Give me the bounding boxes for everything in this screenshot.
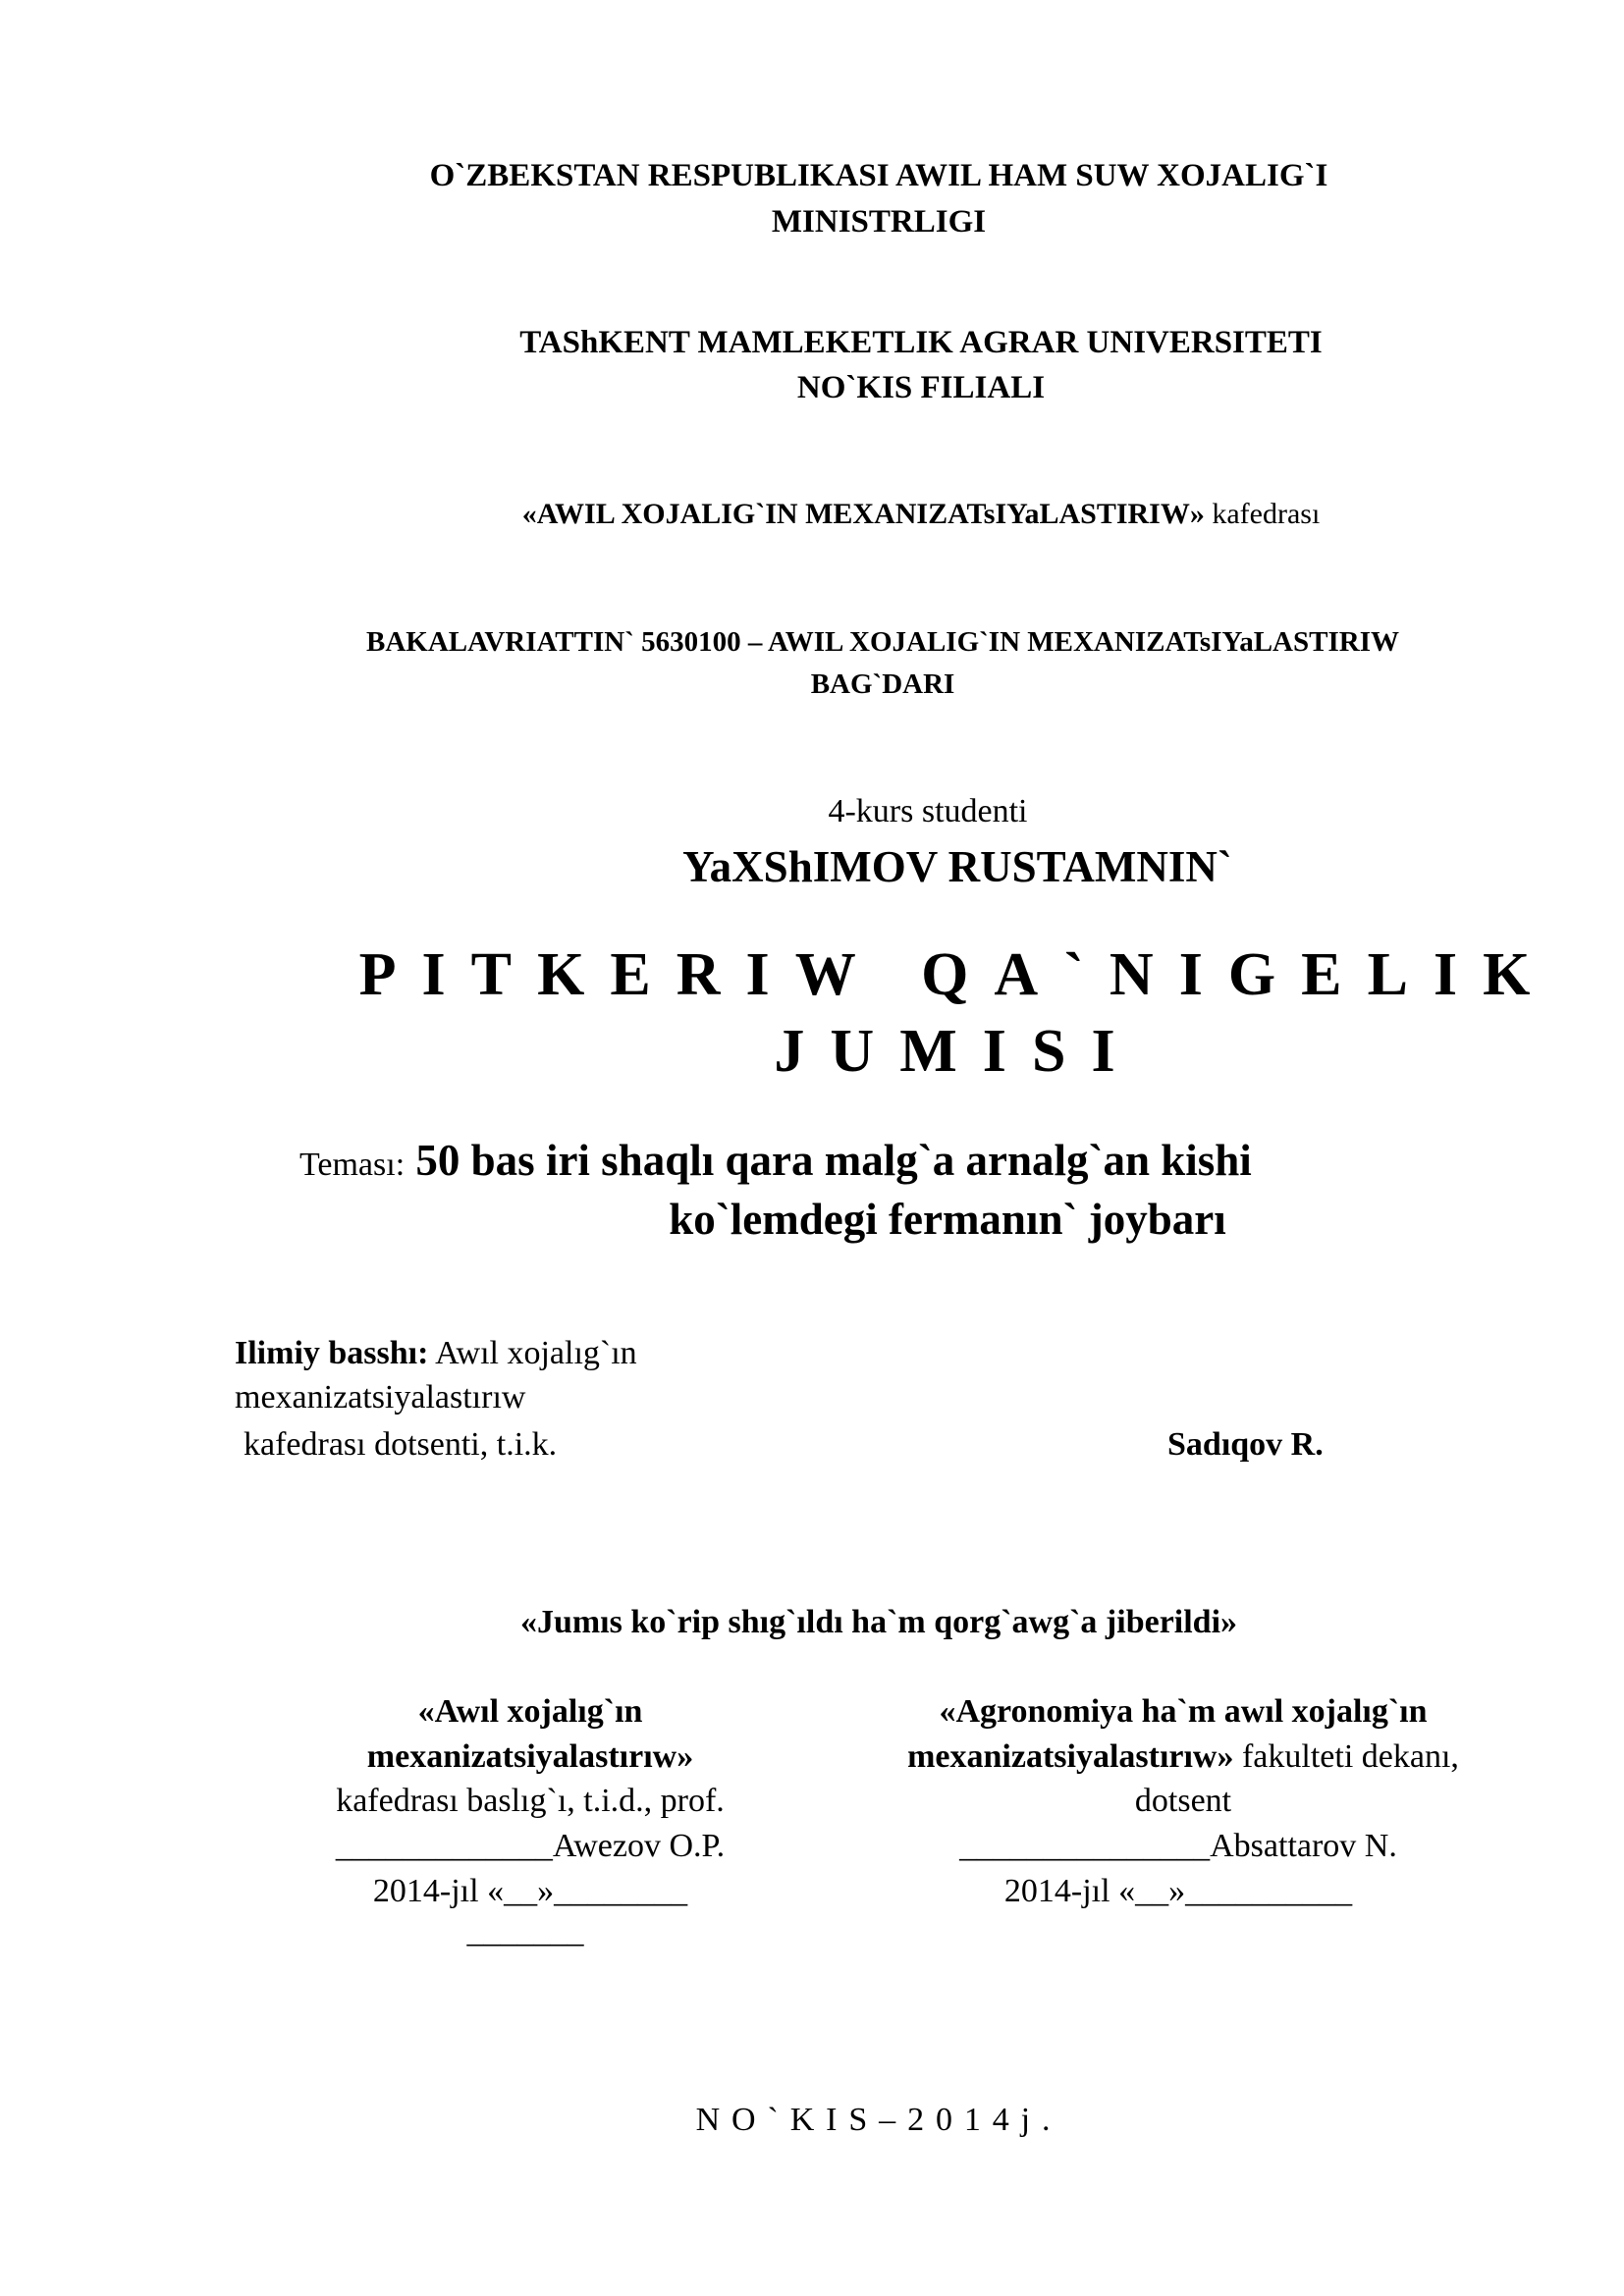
- student-course: 4-kurs studenti: [828, 793, 1028, 829]
- supervisor-label: Ilimiy basshı:: [235, 1335, 429, 1371]
- ministry-line-1: O`ZBEKSTAN RESPUBLIKASI AWIL HAM SUW XOJALIG`I: [429, 158, 1328, 193]
- work-title-line-1: PITKERIW QA`NIGELIK: [358, 941, 1556, 1008]
- theme-text-1: 50 bas iri shaqlı qara malg`a arnalg`an kishi: [415, 1136, 1252, 1185]
- left-approver-signature: _____________Awezov O.P.: [335, 1828, 726, 1864]
- theme-label: Teması:: [299, 1147, 406, 1183]
- theme-line-1: [299, 1136, 1252, 1185]
- university-line-2: NO`KIS FILIALI: [796, 370, 1046, 405]
- department-name: «AWIL XOJALIG`IN MEXANIZATsIYaLASTIRIW»: [521, 498, 1205, 530]
- ministry-line-2: MINISTRLIGI: [771, 204, 987, 240]
- university-line-1: TAShKENT MAMLEKETLIK AGRAR UNIVERSITETI: [519, 325, 1323, 360]
- theme-line-2: ko`lemdegi fermanın` joybarı: [669, 1195, 1226, 1244]
- work-title-line-2: JUMISI: [774, 1018, 1141, 1085]
- footer-place-year: NO`KIS–2014j.: [695, 2102, 1062, 2138]
- left-approver-date: 2014-jıl «__»________: [372, 1873, 688, 1909]
- left-approver-line-2: mexanizatsiyalastırıw»: [366, 1738, 694, 1775]
- right-approver-line-1: «Agronomiya ha`m awıl xojalıg`ın: [939, 1693, 1428, 1730]
- right-approver-line-3: dotsent: [1134, 1783, 1232, 1819]
- supervisor-line-3: kafedrası dotsenti, t.i.k.: [244, 1426, 558, 1463]
- left-approver-date-tail: _______: [466, 1913, 584, 1949]
- program-line-2: BAG`DARI: [810, 668, 955, 700]
- approval-statement: «Jumıs ko`rip shıg`ıldı ha`m qorg`awg`a jiberildi»: [519, 1604, 1238, 1640]
- supervisor-line-2: mexanizatsiyalastırıw: [235, 1379, 526, 1415]
- supervisor-line-1: [235, 1337, 637, 1370]
- department-suffix: kafedrası: [1204, 498, 1321, 530]
- department-line: [0, 500, 1624, 529]
- student-name: YaXShIMOV RUSTAMNIN`: [682, 842, 1232, 891]
- right-approver-faculty: mexanizatsiyalastırıw»: [907, 1738, 1234, 1775]
- left-approver-line-3: kafedrası baslıg`ı, t.i.d., prof.: [336, 1783, 725, 1819]
- supervisor-title: Awıl xojalıg`ın: [428, 1335, 637, 1371]
- right-approver-role: fakulteti dekanı,: [1233, 1738, 1459, 1775]
- right-approver-date: 2014-jıl «__»__________: [1003, 1873, 1353, 1909]
- left-approver-line-1: «Awıl xojalıg`ın: [417, 1693, 643, 1730]
- supervisor-name: Sadıqov R.: [1167, 1426, 1324, 1463]
- right-approver-signature: _______________Absattarov N.: [959, 1828, 1397, 1864]
- program-line-1: BAKALAVRIATTIN` 5630100 – AWIL XOJALIG`IN MEXANIZATsIYaLASTIRIW: [365, 626, 1399, 658]
- right-approver-line-2: [0, 1740, 1624, 1774]
